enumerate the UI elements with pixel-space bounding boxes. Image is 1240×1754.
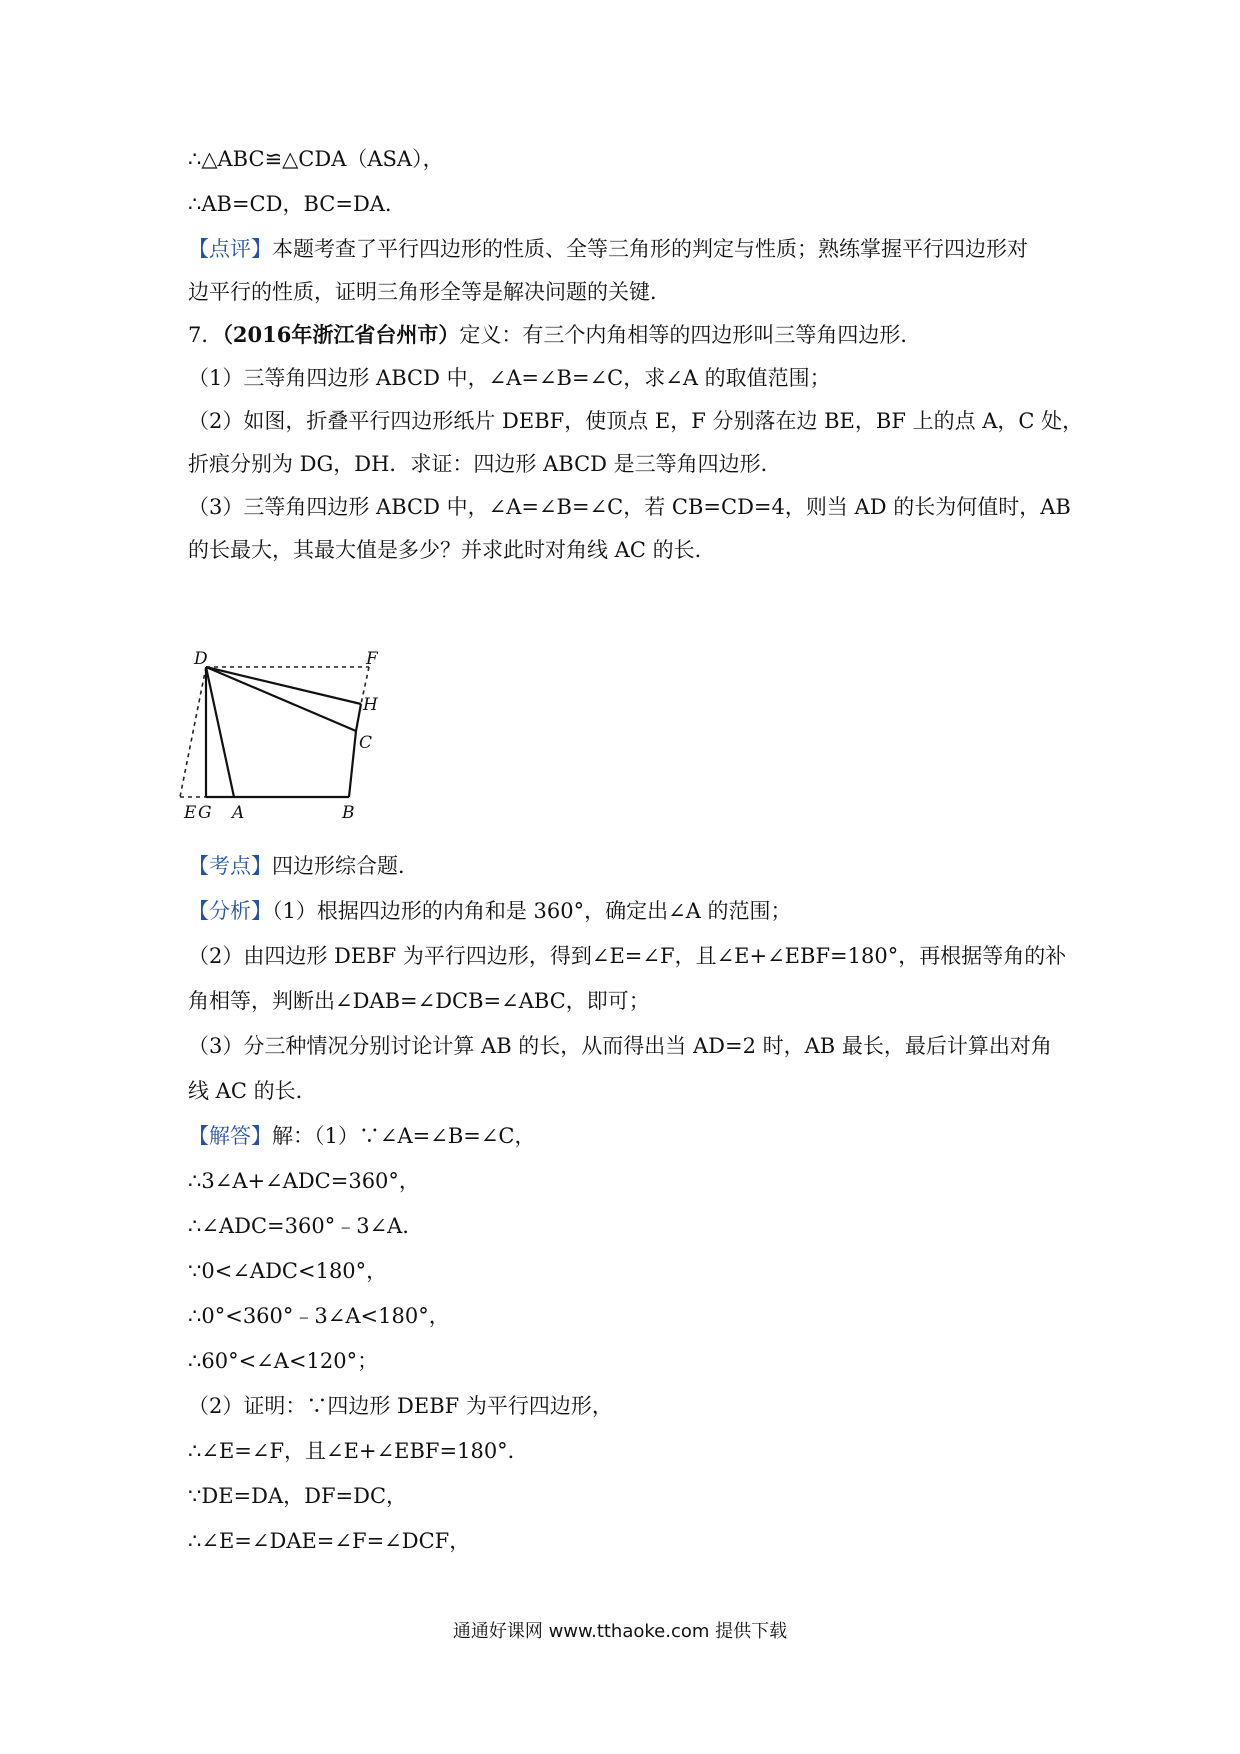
- page-footer: 通通好课网 www.tthaoke.com 提供下载: [452, 1621, 788, 1642]
- edge-dc: [206, 667, 356, 731]
- edge-da: [206, 667, 234, 797]
- solution-step-9: ∴∠E=∠DAE=∠F=∠DCF，: [188, 1529, 471, 1553]
- comment-line-1: [188, 235, 1028, 263]
- comment-tag: 【点评】: [188, 237, 272, 261]
- label-d: D: [194, 649, 208, 669]
- jieda-line-1: [188, 1122, 536, 1150]
- solution-step-5: ∴60°<∠A<120°；: [188, 1349, 379, 1373]
- edge-bc: [349, 731, 356, 797]
- fenxi-text-2a: （2）由四边形 DEBF 为平行四边形，得到∠E=∠F，且∠E+∠EBF=180°，再根据等角的补: [188, 944, 1067, 968]
- solution-step-8: ∵DE=DA，DF=DC，: [188, 1484, 408, 1508]
- fenxi-tag: 【分析】: [188, 899, 272, 923]
- solution-step-2: ∴∠ADC=360°﹣3∠A．: [188, 1214, 424, 1238]
- fenxi-line-1: [188, 897, 792, 925]
- question-definition: 定义：有三个内角相等的四边形叫三等角四边形．: [459, 323, 922, 347]
- label-e: E: [184, 803, 197, 823]
- question-source: （2016年浙江省台州市）: [222, 322, 460, 347]
- question-header: [188, 321, 921, 349]
- solution-step-1: ∴3∠A+∠ADC=360°，: [188, 1169, 420, 1193]
- solution-step-6: （2）证明：∵四边形 DEBF 为平行四边形，: [188, 1394, 613, 1418]
- solution-step-4: ∴0°<360°﹣3∠A<180°，: [188, 1304, 450, 1328]
- jieda-text-1: 解：（1）∵∠A=∠B=∠C，: [272, 1124, 536, 1148]
- kaodian-line: [188, 852, 419, 880]
- question-number: 7．: [188, 323, 223, 347]
- question-part-3b: 的长最大，其最大值是多少？并求此时对角线 AC 的长．: [188, 538, 716, 562]
- comment-text-2: 边平行的性质，证明三角形全等是解决问题的关键．: [188, 280, 671, 304]
- solution-step-3: ∵0<∠ADC<180°，: [188, 1259, 388, 1283]
- fenxi-text-2b: 角相等，判断出∠DAB=∠DCB=∠ABC，即可；: [188, 989, 650, 1013]
- fenxi-text-3a: （3）分三种情况分别讨论计算 AB 的长，从而得出当 AD=2 时，AB 最长，最后计算出对角: [188, 1034, 1052, 1058]
- label-c: C: [359, 733, 373, 753]
- fenxi-text-3b: 线 AC 的长．: [188, 1079, 317, 1103]
- label-a: A: [232, 803, 245, 823]
- label-b: B: [342, 803, 355, 823]
- label-h: H: [363, 695, 378, 715]
- fenxi-text-1: （1）根据四边形的内角和是 360°，确定出∠A 的范围；: [272, 899, 792, 923]
- comment-text-1: 本题考查了平行四边形的性质、全等三角形的判定与性质；熟练掌握平行四边形对: [272, 237, 1028, 261]
- label-f: F: [366, 649, 378, 669]
- kaodian-tag: 【考点】: [188, 854, 272, 878]
- proof-line-congruence: ∴△ABC≌△CDA（ASA），: [188, 147, 444, 171]
- fold-dh: [206, 667, 361, 704]
- question-part-2b: 折痕分别为 DG，DH．求证：四边形 ABCD 是三等角四边形．: [188, 452, 782, 476]
- geometry-figure: [186, 650, 436, 825]
- kaodian-text: 四边形综合题．: [272, 854, 419, 878]
- edge-ch: [356, 704, 361, 731]
- jieda-tag: 【解答】: [188, 1124, 272, 1148]
- question-part-2a: （2）如图，折叠平行四边形纸片 DEBF，使顶点 E，F 分别落在边 BE，BF 上的点 A，C 处，: [188, 409, 1084, 433]
- label-g: G: [198, 803, 212, 823]
- question-part-3a: （3）三等角四边形 ABCD 中，∠A=∠B=∠C，若 CB=CD=4，则当 AD 的长为何值时，AB: [188, 495, 1071, 519]
- solution-step-7: ∴∠E=∠F，且∠E+∠EBF=180°．: [188, 1439, 529, 1463]
- proof-line-equal-sides: ∴AB=CD，BC=DA．: [188, 192, 406, 216]
- question-part-1: （1）三等角四边形 ABCD 中，∠A=∠B=∠C，求∠A 的取值范围；: [188, 366, 831, 390]
- dashed-edge-de: [180, 667, 206, 797]
